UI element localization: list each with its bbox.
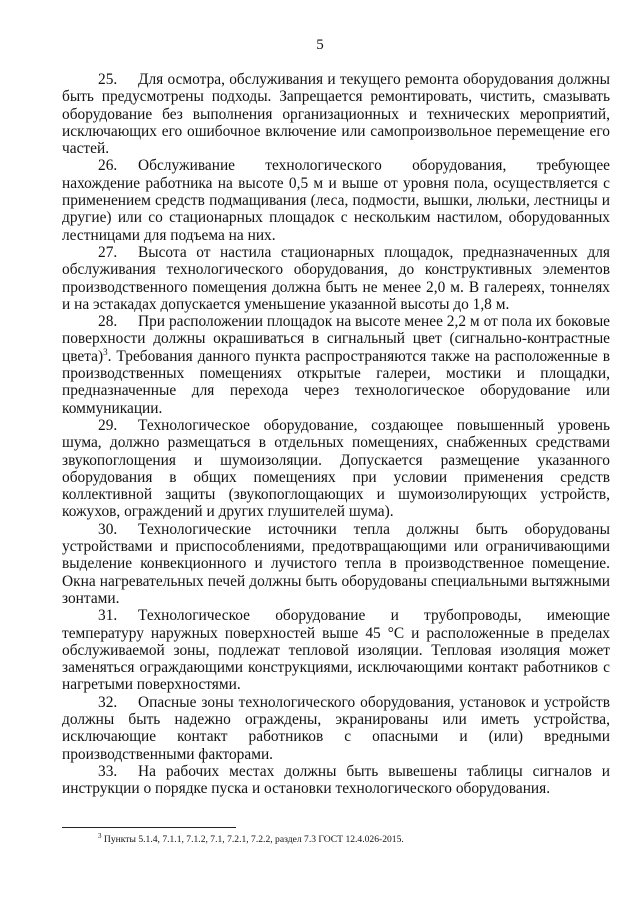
paragraph-text-continued: . Требования данного пункта распространяются также на расположенные в производственных помещениях открытые галереи, мостики и площадки, предназначенные для перехода через технологическое оборудование или коммуникации. <box>62 347 610 417</box>
paragraph-number: 27. <box>98 243 118 261</box>
paragraph-32 <box>62 694 610 763</box>
document-body <box>62 71 610 797</box>
paragraph-28 <box>62 313 610 417</box>
paragraph-33 <box>62 763 610 798</box>
paragraph-number: 25. <box>98 71 118 88</box>
paragraph-31 <box>62 607 610 693</box>
footnote-text: Пункты 5.1.4, 7.1.1, 7.1.2, 7.1, 7.2.1, 7.2.2, раздел 7.3 ГОСТ 12.4.026-2015. <box>101 834 404 845</box>
footnote-reference: 3 <box>103 346 108 357</box>
footnote <box>98 831 598 846</box>
paragraph-number: 33. <box>98 762 118 780</box>
paragraph-number: 26. <box>98 157 118 175</box>
paragraph-29 <box>62 417 610 521</box>
paragraph-25 <box>62 71 610 157</box>
paragraph-text: Обслуживание технологического оборудования, требующее нахождение работника на высоте 0,5 м и выше от уровня пола, осуществляется с применением средств подмащивания (леса, подмости, вышки, люльки, лестницы и другие) или со стационарных площадок с нескольким настилом, оборудованных лестницами для подъема на них. <box>62 157 610 244</box>
paragraph-number: 28. <box>98 313 118 331</box>
paragraph-text: Технологическое оборудование и трубопроводы, имеющие температуру наружных поверхностей выше 45 °С и расположенные в пределах обслуживаемой зоны, подлежат тепловой изоляции. Тепловая изоляция может заменяться ограждающими конструкциями, исключающими контакт работников с нагретыми поверхностями. <box>62 607 610 694</box>
paragraph-number: 32. <box>98 693 118 711</box>
paragraph-text: Технологические источники тепла должны быть оборудованы устройствами и приспособлениями, предотвращающими или ограничивающими выделение конвекционного и лучистого тепла в производственное помещение. Окна нагревательных печей должны быть оборудованы специальными вытяжными зонтами. <box>62 520 610 607</box>
paragraph-text: На рабочих местах должны быть вывешены таблицы сигналов и инструкции о порядке пуска и остановки технологического оборудования. <box>62 762 610 798</box>
footnote-mark: 3 <box>98 831 102 840</box>
paragraph-text: При расположении площадок на высоте менее 2,2 м от пола их боковые поверхности должны окрашиваться в сигнальный цвет (сигнально-контрастные цвета) <box>62 313 610 365</box>
paragraph-number: 29. <box>98 416 118 434</box>
paragraph-number: 31. <box>98 607 118 625</box>
paragraph-text: Технологическое оборудование, создающее повышенный уровень шума, должно размещаться в отдельных помещениях, снабженных средствами звукопоглощения и шумоизоляции. Допускается размещение указанного оборудования в общих помещениях при условии применения средств коллективной защиты (звукопоглощающих и шумоизолирующих устройств, кожухов, ограждений и других глушителей шума). <box>62 416 610 521</box>
paragraph-text: Для осмотра, обслуживания и текущего ремонта оборудования должны быть предусмотрены подходы. Запрещается ремонтировать, чистить, смазывать оборудование без выполнения организационных и технических мероприятий, исключающих его ошибочное включение или самопроизвольное перемещение его частей. <box>62 71 610 158</box>
paragraph-26 <box>62 157 610 243</box>
paragraph-text: Высота от настила стационарных площадок, предназначенных для обслуживания технологического оборудования, до конструктивных элементов производственного помещения должна быть не менее 2,0 м. В галереях, тоннелях и на эстакадах допускается уменьшение указанной высоты до 1,8 м. <box>62 243 610 313</box>
page-number: 5 <box>316 37 324 53</box>
paragraph-30 <box>62 521 610 607</box>
paragraph-text: Опасные зоны технологического оборудования, установок и устройств должны быть надежно ограждены, экранированы или иметь устройства, исключающие контакт работников с опасными и (или) вредными производственными факторами. <box>62 693 610 763</box>
footnote-divider <box>62 827 236 828</box>
paragraph-number: 30. <box>98 520 118 538</box>
paragraph-27 <box>62 244 610 313</box>
